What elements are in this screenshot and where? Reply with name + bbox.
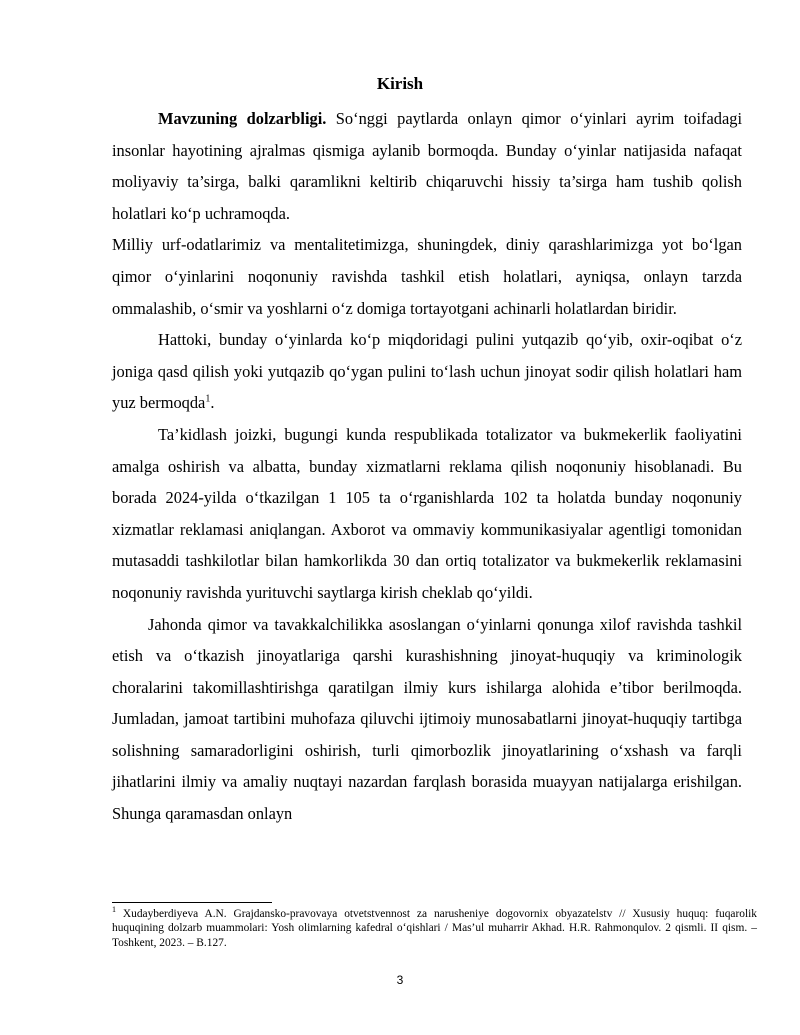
page-number: 3 <box>396 973 404 987</box>
footnote <box>112 907 757 950</box>
body-text <box>112 103 742 830</box>
paragraph-text: Hattoki, bunday o‘yinlarda ko‘p miqdoridagi pulini yutqazib qo‘yib, oxir-oqibat o‘z joniga qasd qilish yoki yutqazib qo‘ygan pulini to‘lash uchun jinoyat sodir qilish holatlari ham yuz bermoqda <box>112 330 742 413</box>
paragraph-traditions: Milliy urf-odatlarimiz va mentalitetimizga, shuningdek, diniy qarashlarimizga yot bo‘lgan qimor o‘yinlarini noqonuniy ravishda tashkil etish holatlari, ayniqsa, onlayn tarzda ommalashib, o‘smir va yoshlarni o‘z domiga tortayotgani achinarli holatlardan biridir. <box>112 235 742 318</box>
paragraph-world-research: Jahonda qimor va tavakkalchilikka asoslangan o‘yinlarni qonunga xilof ravishda tashkil etish va o‘tkazish jinoyatlariga qarshi kurashishning jinoyat-huquqiy va kriminologik choralarini takomillashtirishga qaratilgan ilmiy kurs ishilarga alohida e’tibor berilmoqda. Jumladan, jamoat tartibini muhofaza qiluvchi ijtimoiy munosabatlarni jinoyat-huquqiy tartibga solishning samaradorligini oshirish, turli qimorbozlik jinoyatlarining o‘xshash va farqli jihatlarini ilmiy va amaliy nuqtayi nazardan farqlash borasida muayyan natijalarga erishilgan. Shunga qaramasdan onlayn <box>112 614 742 824</box>
paragraph-relevance <box>112 103 742 229</box>
paragraph-consequences <box>112 324 742 419</box>
section-heading: Kirish <box>376 74 424 93</box>
paragraph-lead: Mavzuning dolzarbligi. <box>158 109 327 128</box>
footnote-number: 1 <box>112 905 116 915</box>
footnote-text: Xudayberdiyeva A.N. Grajdansko-pravovaya otvetstvennost za narusheniye dogovornix obyazatelstv // Xususiy huquq: fuqarolik huquqining dolzarb muammolari: Yosh olimlarning kafedral o‘qishlari / Mas’ul muharrir Akhad. H.R. Rahmonqulov. 2 qismli. II qism. – Toshkent, 2023. – B.127. <box>112 908 757 949</box>
footnote-reference[interactable]: 1 <box>205 393 211 405</box>
paragraph-text: So‘nggi paytlarda onlayn qimor o‘yinlari ayrim toifadagi insonlar hayotining ajralmas qismiga aylanib bormoqda. Bunday o‘yinlar natijasida nafaqat moliyaviy ta’sirga, balki qaramlikni keltirib chiqaruvchi hissiy ta’sirga ham tushib qolish holatlari ko‘p uchramoqda. <box>112 109 742 223</box>
paragraph-advertising: Ta’kidlash joizki, bugungi kunda respublikada totalizator va bukmekerlik faoliyatini amalga oshirish va albatta, bunday xizmatlarni reklama qilish noqonuniy hisoblanadi. Bu borada 2024-yilda o‘tkazilgan 1 105 ta o‘rganishlarda 102 ta holatda bunday noqonuniy xizmatlar reklamasi aniqlangan. Axborot va ommaviy kommunikasiyalar agentligi tomonidan mutasaddi tashkilotlar bilan hamkorlikda 30 dan ortiq totalizator va bukmekerlik reklamasini noqonuniy ravishda yurituvchi saytlarga kirish cheklab qo‘yildi. <box>112 424 742 602</box>
footnote-divider <box>112 902 272 903</box>
paragraph-end: . <box>210 393 215 413</box>
